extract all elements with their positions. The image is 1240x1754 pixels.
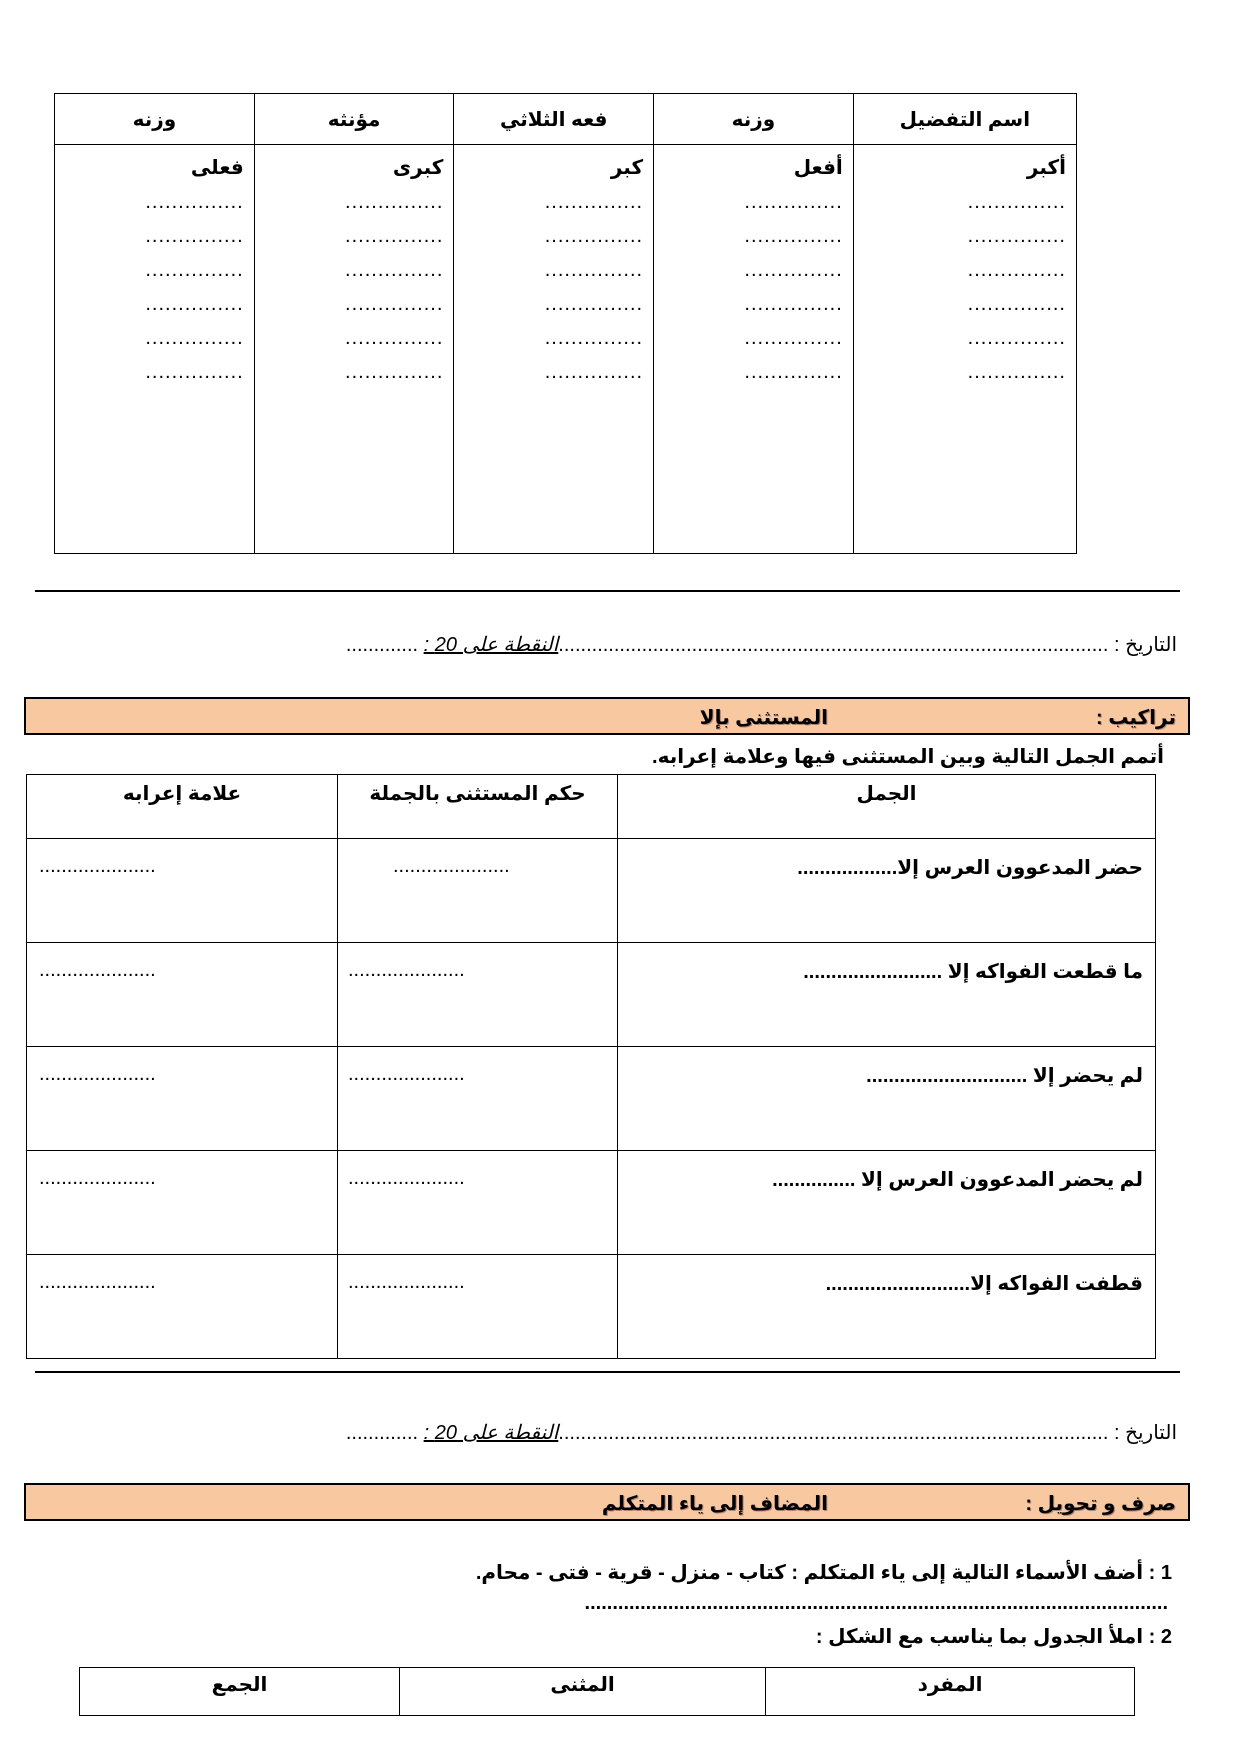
date-blank[interactable]: ................................................................................................... <box>558 634 1109 656</box>
section-divider <box>35 1371 1180 1373</box>
blank-line[interactable]: ............... <box>744 293 843 315</box>
header-plural: الجمع <box>80 1668 400 1716</box>
number-table <box>79 1667 1135 1716</box>
bar-topic: المضاف إلى ياء المتكلم <box>601 1493 828 1515</box>
column-cell[interactable] <box>254 145 454 554</box>
blank-line[interactable]: ............... <box>544 361 644 383</box>
example-word: كبر <box>610 157 644 179</box>
blank-line[interactable]: ............... <box>145 293 244 315</box>
section-bar-morphology <box>24 1483 1190 1521</box>
table-row <box>27 943 1156 1047</box>
blank-line[interactable]: ............... <box>145 327 244 349</box>
header-superlative: اسم التفضيل <box>853 94 1076 145</box>
blank-line[interactable]: ............... <box>967 191 1066 213</box>
date-label: التاريخ : <box>1113 1422 1177 1444</box>
column-cell[interactable] <box>55 145 255 554</box>
ruling-cell[interactable]: ..................... <box>338 943 618 1047</box>
table-row <box>27 1151 1156 1255</box>
instruction: أتمم الجمل التالية وبين المستثنى فيها وعلامة إعرابه. <box>652 746 1164 768</box>
score-label: النقطة على 20 : <box>423 1422 559 1444</box>
question-2: 2 : املأ الجدول بما يناسب مع الشكل : <box>815 1626 1172 1648</box>
sentence-cell[interactable]: لم يحضر إلا ............................. <box>618 1047 1156 1151</box>
blank-line[interactable]: ............... <box>345 293 444 315</box>
blank-line[interactable]: ............... <box>967 361 1066 383</box>
header-ruling: حكم المستثنى بالجملة <box>338 775 618 839</box>
blank-line[interactable]: ............... <box>967 259 1066 281</box>
score-blank[interactable]: ............. <box>345 1422 419 1444</box>
example-word: أكبر <box>1026 157 1066 179</box>
comparative-table <box>54 93 1077 554</box>
bar-title: صرف و تحويل : <box>1025 1493 1176 1515</box>
ruling-cell[interactable]: ..................... <box>338 1151 618 1255</box>
question-1: 1 : أضف الأسماء التالية إلى ياء المتكلم : كتاب - منزل - قرية - فتى - محام. <box>475 1562 1172 1584</box>
header-triliteral-verb: فعه الثلاثي <box>454 94 654 145</box>
example-word: أفعل <box>793 157 843 179</box>
sentence-cell[interactable]: لم يحضر المدعوون العرس إلا ............... <box>618 1151 1156 1255</box>
bar-title: تراكيب : <box>1096 707 1176 729</box>
column-cell[interactable] <box>454 145 654 554</box>
blank-line[interactable]: ............... <box>345 259 444 281</box>
column-cell[interactable] <box>853 145 1076 554</box>
blank-line[interactable]: ............... <box>345 191 444 213</box>
table-row <box>27 1255 1156 1359</box>
blank-line[interactable]: ............... <box>145 259 244 281</box>
blank-line[interactable]: ............... <box>544 259 644 281</box>
mark-cell[interactable]: ..................... <box>27 839 338 943</box>
date-score-line <box>72 632 1177 657</box>
section-bar-syntax <box>24 697 1190 735</box>
blank-line[interactable]: ............... <box>744 191 843 213</box>
score-blank[interactable]: ............. <box>345 634 419 656</box>
bar-topic: المستثنى بإلا <box>699 707 828 729</box>
header-pattern: وزنه <box>654 94 854 145</box>
blank-line[interactable]: ............... <box>967 225 1066 247</box>
section-divider <box>35 590 1180 592</box>
score-label: النقطة على 20 : <box>423 634 559 656</box>
column-cell[interactable] <box>654 145 854 554</box>
blank-line[interactable]: ............... <box>544 191 644 213</box>
blank-line[interactable]: ............... <box>345 361 444 383</box>
comparative-table-header <box>55 94 1077 145</box>
ruling-cell[interactable]: ..................... <box>338 839 618 943</box>
exception-table-header <box>27 775 1156 839</box>
example-word: فعلى <box>190 157 244 179</box>
mark-cell[interactable]: ..................... <box>27 943 338 1047</box>
date-label: التاريخ : <box>1113 634 1177 656</box>
header-mark: علامة إعرابه <box>27 775 338 839</box>
blank-line[interactable]: ............... <box>544 293 644 315</box>
blank-line[interactable]: ............... <box>744 327 843 349</box>
blank-line[interactable]: ............... <box>967 327 1066 349</box>
example-word: كبرى <box>392 157 444 179</box>
header-dual: المثنى <box>399 1668 765 1716</box>
exception-table <box>26 774 1156 1359</box>
sentence-cell[interactable]: ما قطعت الفواكه إلا ......................... <box>618 943 1156 1047</box>
mark-cell[interactable]: ..................... <box>27 1151 338 1255</box>
ruling-cell[interactable]: ..................... <box>338 1047 618 1151</box>
date-blank[interactable]: ................................................................................................... <box>558 1422 1109 1444</box>
question-1-blank[interactable]: ......................................................................................................... <box>584 1592 1168 1614</box>
blank-line[interactable]: ............... <box>967 293 1066 315</box>
ruling-cell[interactable]: ..................... <box>338 1255 618 1359</box>
date-score-line <box>72 1420 1177 1445</box>
header-sentences: الجمل <box>618 775 1156 839</box>
blank-line[interactable]: ............... <box>744 225 843 247</box>
blank-line[interactable]: ............... <box>544 225 644 247</box>
blank-line[interactable]: ............... <box>345 225 444 247</box>
mark-cell[interactable]: ..................... <box>27 1255 338 1359</box>
blank-line[interactable]: ............... <box>345 327 444 349</box>
table-row <box>27 839 1156 943</box>
blank-line[interactable]: ............... <box>744 259 843 281</box>
blank-line[interactable]: ............... <box>744 361 843 383</box>
header-feminine: مؤنثه <box>254 94 454 145</box>
table-row <box>27 1047 1156 1151</box>
blank-line[interactable]: ............... <box>145 191 244 213</box>
blank-line[interactable]: ............... <box>145 225 244 247</box>
header-feminine-pattern: وزنه <box>55 94 255 145</box>
number-table-header <box>80 1668 1135 1716</box>
blank-line[interactable]: ............... <box>544 327 644 349</box>
mark-cell[interactable]: ..................... <box>27 1047 338 1151</box>
sentence-cell[interactable]: قطفت الفواكه إلا.......................... <box>618 1255 1156 1359</box>
blank-line[interactable]: ............... <box>145 361 244 383</box>
sentence-cell[interactable]: حضر المدعوون العرس إلا.................. <box>618 839 1156 943</box>
header-singular: المفرد <box>766 1668 1135 1716</box>
comparative-table-body <box>55 145 1077 554</box>
